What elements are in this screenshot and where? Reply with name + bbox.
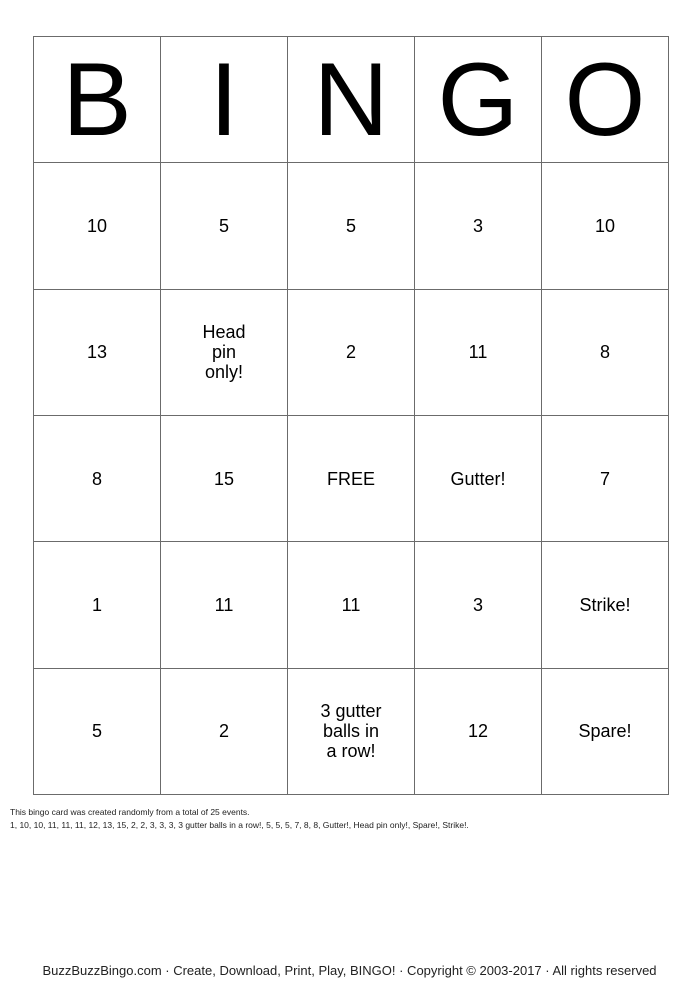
card-cell: 13 [34, 289, 161, 415]
card-cell: 5 [288, 163, 415, 289]
card-cell: 8 [34, 415, 161, 541]
card-cell: 2 [288, 289, 415, 415]
card-cell: 7 [542, 415, 669, 541]
card-cell: Strike! [542, 542, 669, 668]
card-cell: 10 [542, 163, 669, 289]
header-letter-g: G [415, 37, 542, 163]
card-row [34, 289, 669, 415]
card-row [34, 163, 669, 289]
card-cell: Gutter! [415, 415, 542, 541]
card-cell: 12 [415, 668, 542, 794]
header-letter-i: I [161, 37, 288, 163]
bingo-card [33, 36, 669, 795]
card-generation-note [10, 806, 469, 832]
card-cell: 8 [542, 289, 669, 415]
card-cell: 2 [161, 668, 288, 794]
card-cell: 3 gutter balls in a row! [288, 668, 415, 794]
free-space-cell: FREE [288, 415, 415, 541]
card-cell: 1 [34, 542, 161, 668]
note-summary: This bingo card was created randomly from a total of 25 events. [10, 807, 250, 817]
card-cell: 5 [34, 668, 161, 794]
header-letter-b: B [34, 37, 161, 163]
card-cell: 15 [161, 415, 288, 541]
card-row [34, 542, 669, 668]
card-cell: Spare! [542, 668, 669, 794]
card-cell: 11 [415, 289, 542, 415]
card-cell: 3 [415, 163, 542, 289]
header-letter-n: N [288, 37, 415, 163]
note-event-list: 1, 10, 10, 11, 11, 11, 12, 13, 15, 2, 2, 3, 3, 3, 3 gutter balls in a row!, 5, 5, 5, 7, 8, 8, Gutter!, Head pin only!, Spare!, Strike!. [10, 820, 469, 830]
card-cell: 11 [161, 542, 288, 668]
card-cell: 11 [288, 542, 415, 668]
footer-text: BuzzBuzzBingo.com · Create, Download, Print, Play, BINGO! · Copyright © 2003-2017 · All rights reserved [42, 963, 657, 978]
card-cell: 5 [161, 163, 288, 289]
card-row [34, 668, 669, 794]
card-cell: Head pin only! [161, 289, 288, 415]
card-cell: 10 [34, 163, 161, 289]
card-row [34, 415, 669, 541]
header-letter-o: O [542, 37, 669, 163]
card-cell: 3 [415, 542, 542, 668]
header-row [34, 37, 669, 163]
